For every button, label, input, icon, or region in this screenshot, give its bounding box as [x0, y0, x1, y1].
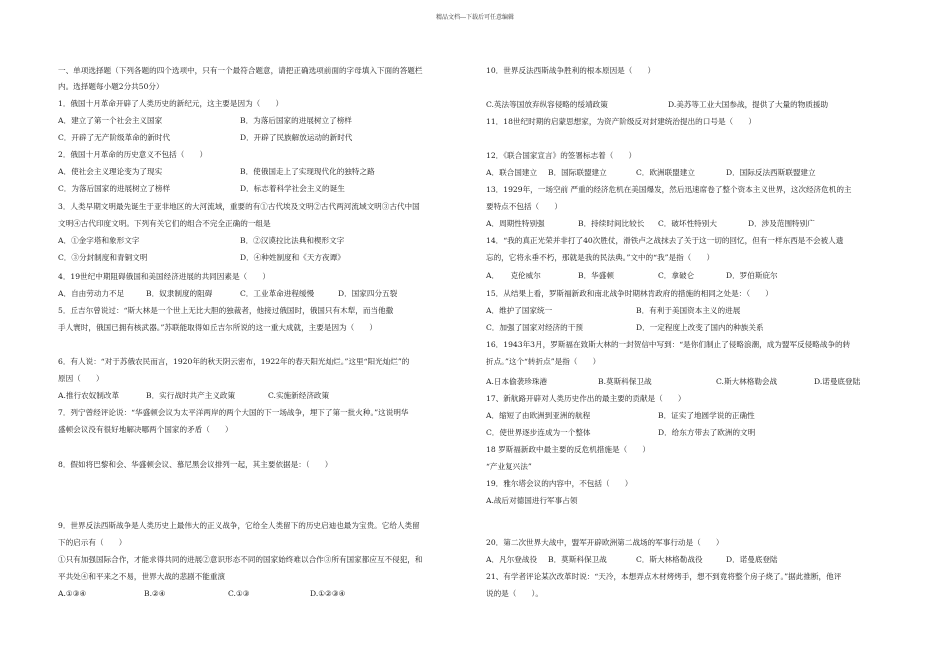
option-choice: B．为落后国家的进展树立了榜样	[240, 116, 352, 125]
option-choice: B．有利于美国资本主义的进展	[636, 306, 741, 315]
left-line-l26: 平共处④和平来之不易，世界大战的悲剧不能重演	[58, 572, 226, 581]
option-choice: C．拿破仑	[658, 271, 695, 280]
left-line-l22: 8．假如将巴黎和会、华盛顿会议、慕尼黑会议排列一起，其主要依据是：（ ）	[58, 460, 333, 469]
option-choice: B．实行战时共产主义政策	[146, 391, 236, 400]
page-header: 精品文档---下载后可任意编辑	[435, 14, 515, 21]
option-choice: C．加强了国家对经济的干预	[486, 323, 583, 332]
right-line-r21: 18 罗斯福新政中最主要的反危机措施是（ ）	[486, 445, 650, 454]
right-line-r22: “产业复兴法”	[486, 462, 532, 471]
option-choice: A．联合国建立	[486, 168, 538, 177]
option-choice: A．①金字塔和象形文字	[58, 236, 140, 245]
option-choice: D.美苏等工业大国参战，提供了大量的物质援助	[668, 100, 829, 109]
right-line-r28: 说的是（ ）。	[486, 589, 543, 598]
left-line-l10: 文明④古代印度文明。下列有关它们的组合不完全正确的一组是	[58, 219, 271, 228]
option-choice: D．④种姓制度和《天方夜谭》	[240, 253, 345, 262]
right-line-r9: 14．“我的真正光荣并非打了40次胜仗，滑铁卢之战抹去了关于这一切的回忆，但有一样东西是不会被人遗	[486, 236, 844, 245]
left-line-l23: 9．世界反法西斯战争是人类历史上最伟大的正义战争，它给全人类留下的历史启迪也最为宝贵。它给人类留	[58, 521, 420, 530]
option-choice: A.日本偷袭珍珠港	[486, 377, 548, 386]
option-choice: D.①②③④	[310, 589, 346, 598]
option-choice: A． 克伦威尔	[486, 271, 541, 280]
right-line-r18: 17、新航路开辟对人类历史作出的最主要的贡献是（ ）	[486, 394, 686, 403]
option-choice: C.①③	[228, 589, 250, 598]
option-choice: B．持续时间比较长	[578, 219, 645, 228]
option-choice: D．涉及范围特别广	[748, 219, 815, 228]
left-line-l20: 7．列宁曾经评论说：“华盛顿会议为太平洋两岸的两个大国的下一场战争，埋下了第一批火种。”这说明华	[58, 408, 409, 417]
left-line-l6: 2．俄国十月革命的历史意义不包括（ ）	[58, 150, 208, 159]
option-choice: C．斯大林格勒战役	[636, 555, 703, 564]
right-line-r12: 15．从结果上看，罗斯福新政和南北战争时期林肯政府的措施的相同之处是：（ ）	[486, 289, 773, 298]
option-choice: C.英法等国放弃纵容侵略的绥靖政策	[486, 100, 608, 109]
option-choice: C．为落后国家的进展树立了榜样	[58, 184, 171, 193]
left-line-l24: 下的启示有（ ）	[58, 538, 127, 547]
option-choice: C.斯大林格勒会战	[716, 377, 778, 386]
option-choice: C．欧洲联盟建立	[636, 168, 695, 177]
option-choice: B．国际联盟建立	[548, 168, 607, 177]
option-choice: D.诺曼底登陆	[814, 377, 861, 386]
right-line-r27: 21、有学者评论某次改革时说：“天冷，本想弄点木材烤烤手，想不到竟将整个房子烧了。”据此推断，他评	[486, 572, 842, 581]
right-line-r25: 20．第二次世界大战中，盟军开辟欧洲第二战场的军事行动是（ ）	[486, 538, 724, 547]
right-line-r23: 19．雅尔塔会议的内容中，不包括（ ）	[486, 479, 633, 488]
option-choice: B．证实了地圆学说的正确性	[658, 411, 755, 420]
option-choice: C.实施新经济政策	[268, 391, 330, 400]
left-line-l17: 6．有人说：“对于苏俄农民而言，1920年的秋天阴云密布，1922年的春天阳光灿烂。”这里“阳光灿烂”的	[58, 357, 410, 366]
option-choice: D．开辟了民族解放运动的新时代	[240, 133, 353, 142]
right-line-r1: 10．世界反法西斯战争胜利的根本原因是（ ）	[486, 66, 656, 75]
option-choice: A．建立了第一个社会主义国家	[58, 116, 163, 125]
option-choice: D．诺曼底登陆	[726, 555, 778, 564]
right-line-r15: 16．1943年3月，罗斯福在致斯大林的一封贺信中写到：“是你们制止了侵略浪潮，成为盟军反侵略战争的转	[486, 340, 851, 349]
option-choice: A．周期性特别强	[486, 219, 545, 228]
option-choice: D．标志着科学社会主义的诞生	[240, 184, 345, 193]
option-choice: A．自由劳动力不足	[58, 289, 125, 298]
left-line-l21: 盛顿会议没有很好地解决哪两个国家的矛盾（ ）	[58, 425, 233, 434]
option-choice: A.①③④	[58, 589, 87, 598]
option-choice: A．使社会主义理论变为了现实	[58, 167, 163, 176]
option-choice: B.②④	[144, 589, 166, 598]
left-line-l2: 内。选择题每小题2分共50分）	[58, 82, 164, 91]
option-choice: C．破坏性特别大	[658, 219, 717, 228]
option-choice: D．国际反法西斯联盟建立	[726, 168, 816, 177]
option-choice: C．开辟了无产阶级革命的新时代	[58, 133, 171, 142]
left-line-l13: 4．19世纪中期阻碍俄国和美国经济进展的共同因素是（ ）	[58, 272, 270, 281]
option-choice: C．使世界逐步连成为一个整体	[486, 428, 591, 437]
left-line-l9: 3．人类早期文明最先诞生于亚非地区的大河流域，重要的有①古代埃及文明②古代两河流域文明③古代中国	[58, 202, 420, 211]
option-choice: B．奴隶制度的阻碍	[146, 289, 213, 298]
option-choice: D．一定程度上改变了国内的种族关系	[636, 323, 764, 332]
option-choice: D．国家四分五裂	[338, 289, 398, 298]
option-choice: B.莫斯科保卫战	[598, 377, 652, 386]
right-line-r16: 折点。”这个“转折点”是指（ ）	[486, 357, 601, 366]
option-choice: B．使俄国走上了实现现代化的独特之路	[240, 167, 375, 176]
right-line-r24: A.战后对德国进行军事占领	[486, 496, 578, 505]
left-line-l1: 一、单项选择题（下列各题的四个选项中，只有一个最符合题意，请把正确选项前面的字母填入下面的答题栏	[58, 66, 423, 75]
option-choice: B．华盛顿	[578, 271, 614, 280]
left-line-l16: 手人寰时，俄国已拥有核武器。”苏联能取得如丘吉尔所说的这一重大成就，主要是因为（ ）	[58, 323, 378, 332]
right-line-r6: 13．1929年，一场空前 严重的经济危机在美国爆发，然后迅速席卷了整个资本主义世界，这次经济危机的主	[486, 185, 852, 194]
option-choice: C．工业革命进程缓慢	[240, 289, 315, 298]
option-choice: D．给东方带去了欧洲的文明	[658, 428, 756, 437]
option-choice: D．罗伯斯庇尔	[726, 271, 778, 280]
right-line-r7: 要特点不包括（ ）	[486, 202, 562, 211]
right-line-r10: 忘的，它将永垂不朽，那就是我的民法典。”文中的“我”是指（ ）	[486, 253, 715, 262]
option-choice: B．莫斯科保卫战	[548, 555, 607, 564]
left-line-l25: ①只有加强国际合作，才能求得共同的进展②意识形态不同的国家始终难以合作③所有国家都应互不侵犯，和	[58, 555, 423, 564]
option-choice: A．缩短了由欧洲到亚洲的航程	[486, 411, 591, 420]
option-choice: A．维护了国家统一	[486, 306, 553, 315]
left-line-l15: 5．丘吉尔曾说过：“斯大林是一个世上无比大胆的独裁者，他接过俄国时，俄国只有木犁，而当他撒	[58, 306, 394, 315]
option-choice: C．③分封制度和青铜文明	[58, 253, 148, 262]
right-line-r4: 12．《联合国家宣言》的签署标志着（ ）	[486, 151, 637, 160]
left-line-l18: 原因（ ）	[58, 374, 104, 383]
option-choice: A.推行农奴制改革	[58, 391, 120, 400]
option-choice: B．②汉谟拉比法典和楔形文字	[240, 236, 345, 245]
option-choice: A．凡尔登战役	[486, 555, 538, 564]
right-line-r3: 11．18世纪时期的启蒙思想家，为资产阶级反对封建统治提出的口号是（ ）	[486, 117, 756, 126]
left-line-l3: 1．俄国十月革命开辟了人类历史的新纪元，这主要是因为（ ）	[58, 99, 284, 108]
